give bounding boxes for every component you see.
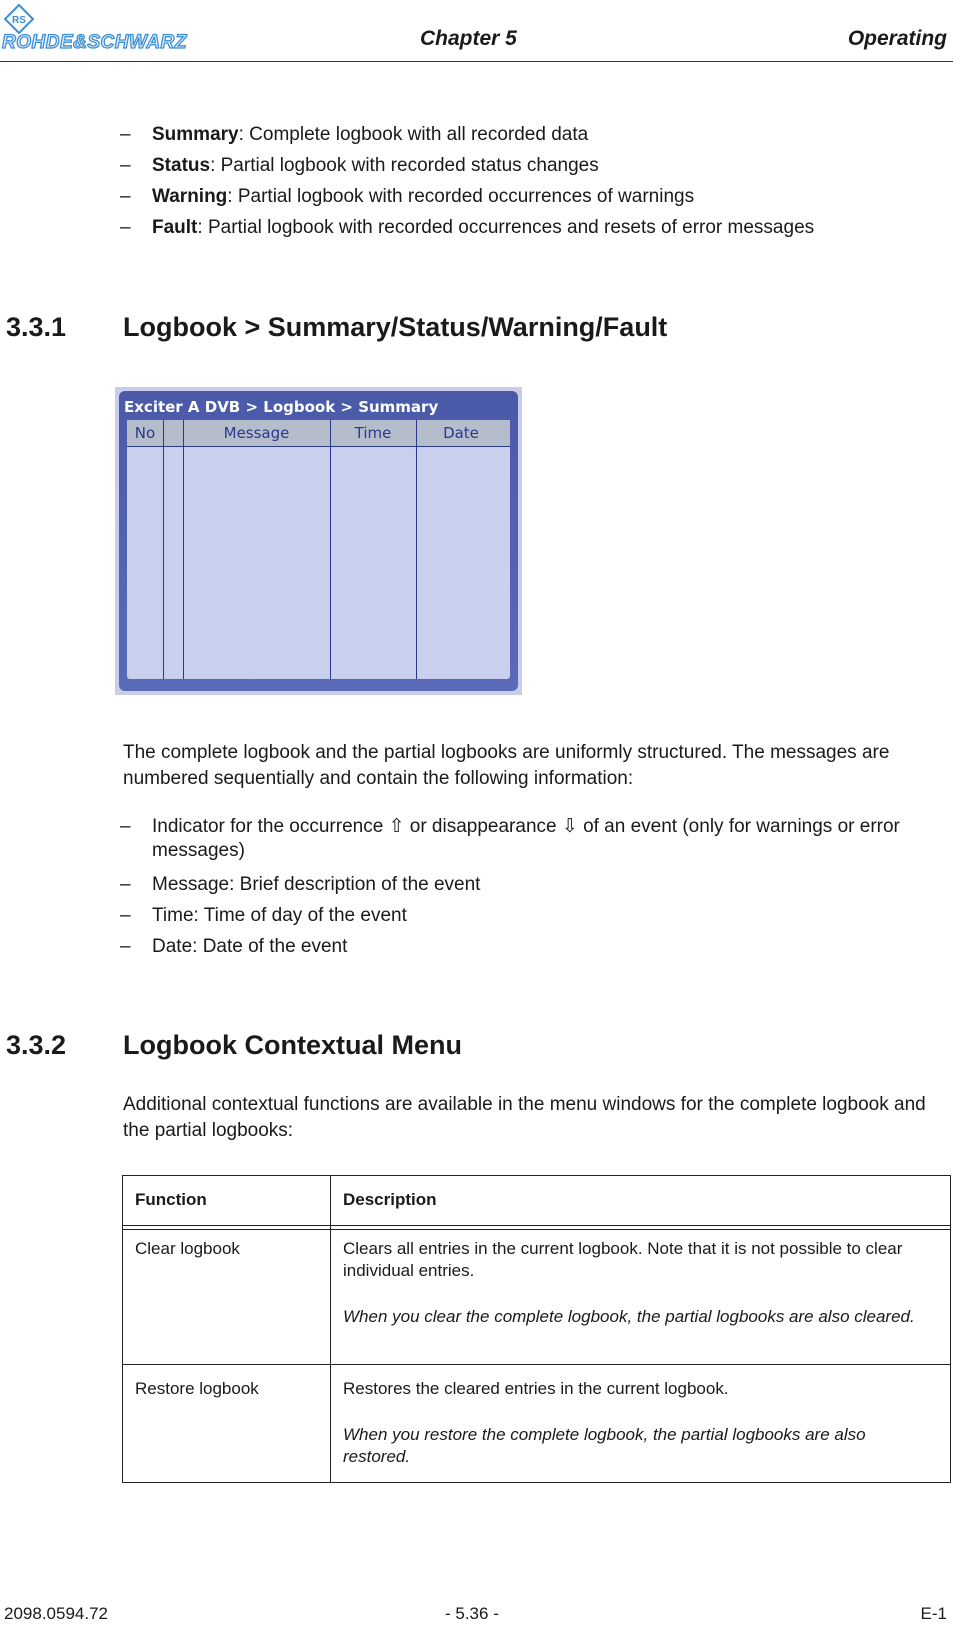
column-header-date[interactable]: Date <box>443 424 479 442</box>
column-divider <box>163 420 164 679</box>
contextual-paragraph: Additional contextual functions are available in the menu windows for the complete logbook and the partial logbooks: <box>123 1094 926 1141</box>
table-cell-note: When you clear the complete logbook, the partial logbooks are also cleared. <box>343 1307 915 1326</box>
list-text: Date: Date of the event <box>152 936 348 957</box>
section-title: Logbook > Summary/Status/Warning/Fault <box>123 312 668 342</box>
column-header-no[interactable]: No <box>134 424 156 442</box>
function-table <box>122 1175 951 1483</box>
table-header-description: Description <box>343 1190 437 1209</box>
list-desc: : Partial logbook with recorded status changes <box>210 155 599 176</box>
list-dash: – <box>120 186 131 207</box>
section-number: 3.3.1 <box>6 312 67 342</box>
table-header-function: Function <box>135 1190 207 1209</box>
list-dash: – <box>120 905 131 926</box>
logo-wordmark: ROHDE&SCHWARZ <box>2 32 187 53</box>
list-text: Time: Time of day of the event <box>152 905 407 926</box>
structure-paragraph: The complete logbook and the partial logbooks are uniformly structured. The messages are numbered sequentially and contain the following information: <box>123 742 890 789</box>
table-column-divider <box>330 1176 331 1482</box>
column-divider <box>183 420 184 679</box>
list-desc: : Complete logbook with all recorded data <box>238 124 589 145</box>
company-logo <box>0 2 230 52</box>
column-divider <box>330 420 331 679</box>
table-cell-description: Clears all entries in the current logbook. Note that it is not possible to clear individual entries. <box>343 1239 903 1280</box>
footer-edition: E-1 <box>920 1604 947 1623</box>
svg-text:RS: RS <box>12 15 26 26</box>
table-cell-function: Clear logbook <box>135 1239 240 1258</box>
window-title: Exciter A DVB > Logbook > Summary <box>124 398 439 416</box>
section-number: 3.3.2 <box>6 1030 67 1060</box>
table-cell-description: Restores the cleared entries in the current logbook. <box>343 1379 729 1398</box>
table-cell-function: Restore logbook <box>135 1379 259 1398</box>
window-frame <box>119 391 518 691</box>
list-dash: – <box>120 874 131 895</box>
column-divider <box>416 420 417 679</box>
header-rule <box>0 61 953 62</box>
list-term: Warning <box>152 186 228 207</box>
table-row-rule <box>123 1364 950 1365</box>
list-term: Status <box>152 155 211 176</box>
grid-header <box>127 420 510 447</box>
list-dash: – <box>120 217 131 238</box>
section-title: Logbook Contextual Menu <box>123 1030 462 1060</box>
list-term: Fault <box>152 217 198 238</box>
logbook-grid <box>127 420 510 679</box>
list-dash: – <box>120 155 131 176</box>
list-term: Summary <box>152 124 239 145</box>
column-header-time[interactable]: Time <box>354 424 392 442</box>
list-desc: : Partial logbook with recorded occurrences of warnings <box>227 186 695 207</box>
logbook-screenshot <box>115 387 522 695</box>
header-chapter: Chapter 5 <box>420 27 517 50</box>
column-header-message[interactable]: Message <box>223 424 290 442</box>
list-dash: – <box>120 936 131 957</box>
list-text: Message: Brief description of the event <box>152 874 481 895</box>
list-dash: – <box>120 816 131 837</box>
table-header-rule <box>123 1225 950 1226</box>
header-section: Operating <box>847 27 947 50</box>
list-text: Indicator for the occurrence ⇧ or disappearance ⇩ of an event (only for warnings or error messages) <box>152 816 900 861</box>
table-header-rule <box>123 1229 950 1230</box>
footer-page-number: - 5.36 - <box>445 1604 499 1623</box>
table-cell-note: When you restore the complete logbook, the partial logbooks are also restored. <box>343 1425 866 1466</box>
footer-doc-number: 2098.0594.72 <box>4 1604 108 1623</box>
rs-logo-icon <box>4 4 34 34</box>
list-dash: – <box>120 124 131 145</box>
list-desc: : Partial logbook with recorded occurrences and resets of error messages <box>197 217 815 238</box>
